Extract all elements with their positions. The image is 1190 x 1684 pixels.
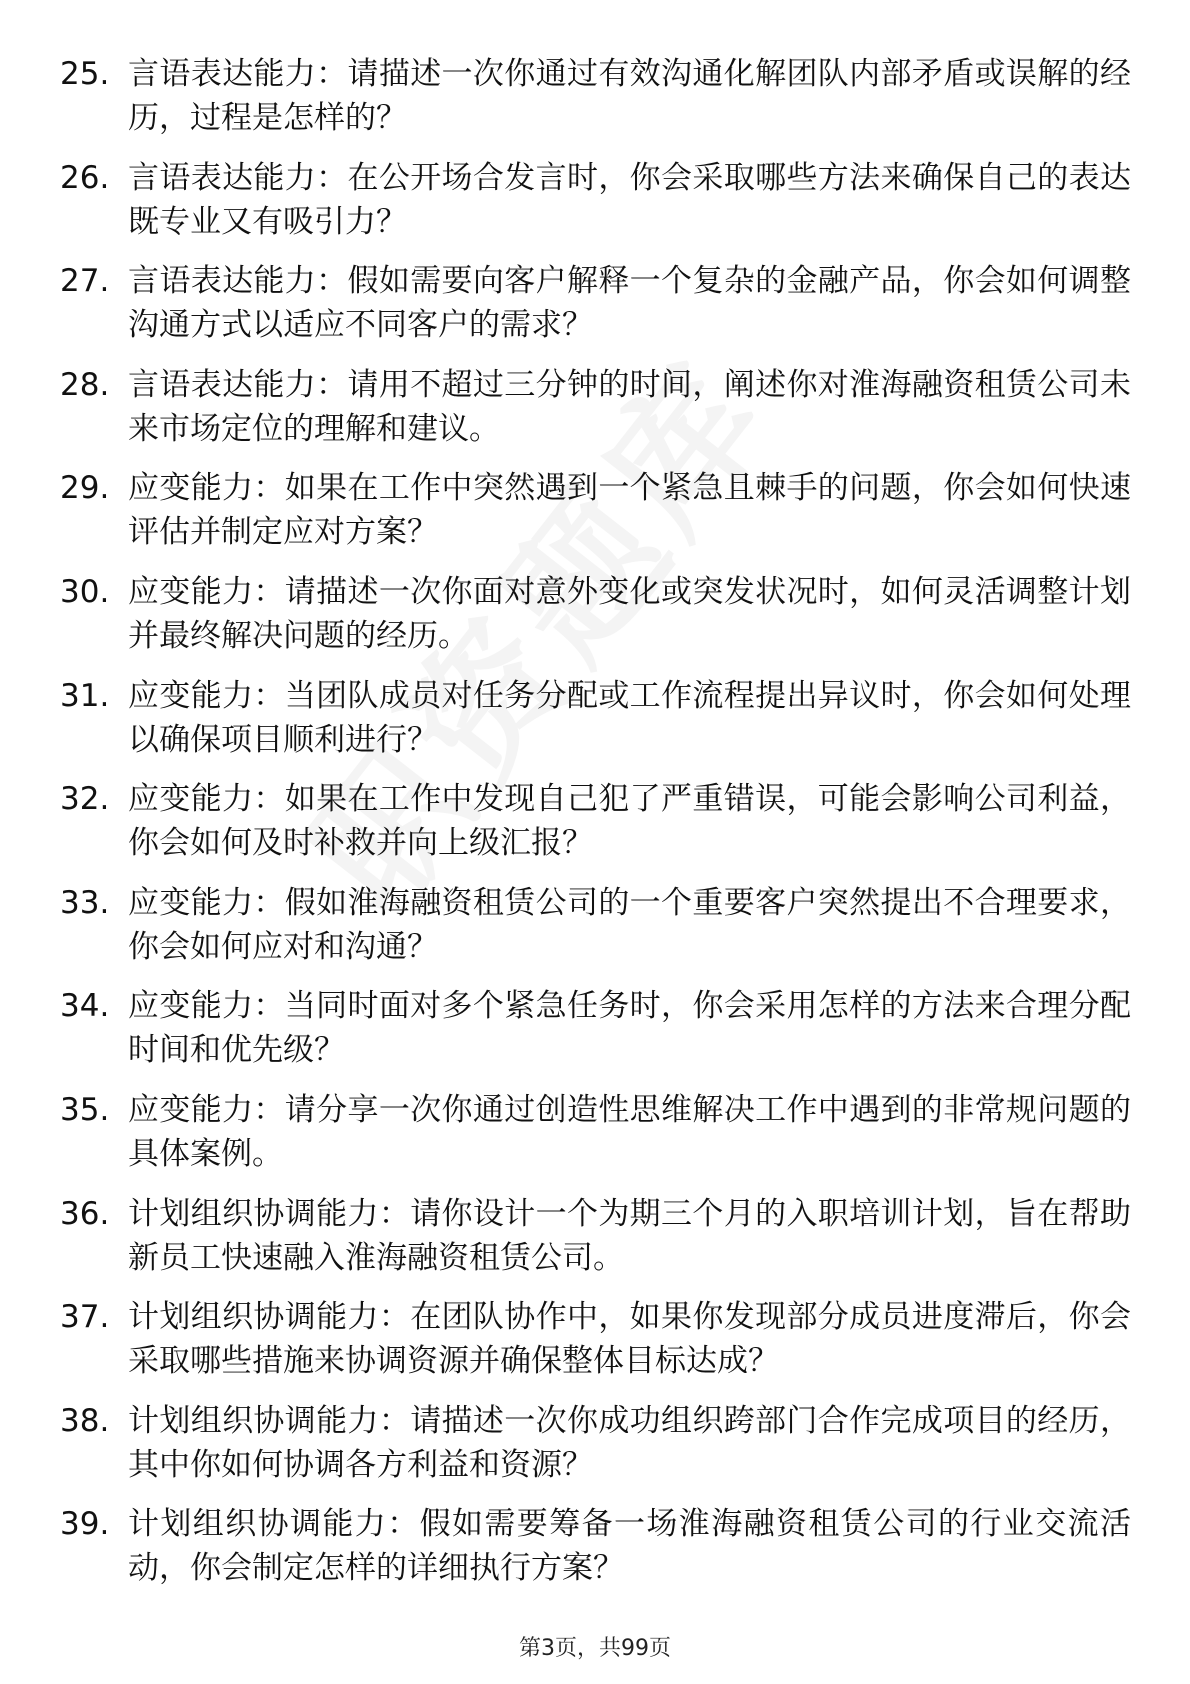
question-number: 39. xyxy=(60,1506,110,1543)
question-number: 31. xyxy=(60,677,110,714)
question-item xyxy=(0,674,1190,778)
question-item xyxy=(0,1295,1190,1399)
question-item xyxy=(0,1399,1190,1503)
question-item xyxy=(0,156,1190,260)
question-number: 36. xyxy=(60,1195,110,1232)
question-number: 28. xyxy=(60,366,110,403)
page-number-label: 第3页，共99页 xyxy=(519,1636,671,1661)
question-number: 35. xyxy=(60,1091,110,1128)
question-text: 言语表达能力：请描述一次你通过有效沟通化解团队内部矛盾或误解的经历，过程是怎样的？ xyxy=(128,56,1131,136)
question-number: 29. xyxy=(60,470,110,507)
question-text: 应变能力：当团队成员对任务分配或工作流程提出异议时，你会如何处理以确保项目顺利进行？ xyxy=(128,677,1131,758)
question-number: 33. xyxy=(60,884,110,921)
question-item xyxy=(0,984,1190,1088)
question-text: 言语表达能力：在公开场合发言时，你会采取哪些方法来确保自己的表达既专业又有吸引力？ xyxy=(128,159,1131,240)
question-text: 应变能力：当同时面对多个紧急任务时，你会采用怎样的方法来合理分配时间和优先级？ xyxy=(128,988,1131,1069)
question-item xyxy=(0,570,1190,674)
question-item xyxy=(0,1502,1190,1606)
question-item xyxy=(0,466,1190,570)
question-item xyxy=(0,1192,1190,1296)
question-text: 计划组织协调能力：请你设计一个为期三个月的入职培训计划，旨在帮助新员工快速融入淮海融资租赁公司。 xyxy=(128,1195,1131,1276)
question-text: 计划组织协调能力：假如需要筹备一场淮海融资租赁公司的行业交流活动，你会制定怎样的详细执行方案？ xyxy=(128,1506,1131,1587)
question-item xyxy=(0,363,1190,467)
question-text: 言语表达能力：假如需要向客户解释一个复杂的金融产品，你会如何调整沟通方式以适应不同客户的需求？ xyxy=(128,263,1131,344)
question-number: 30. xyxy=(60,573,110,610)
question-text: 应变能力：如果在工作中发现自己犯了严重错误，可能会影响公司利益，你会如何及时补救并向上级汇报？ xyxy=(128,781,1131,862)
question-item xyxy=(0,1088,1190,1192)
question-item xyxy=(0,52,1190,156)
question-text: 应变能力：如果在工作中突然遇到一个紧急且棘手的问题，你会如何快速评估并制定应对方案？ xyxy=(128,470,1131,551)
question-number: 26. xyxy=(60,159,110,196)
question-number: 25. xyxy=(60,56,110,92)
question-number: 38. xyxy=(60,1402,110,1439)
question-list xyxy=(0,52,1190,1606)
page-footer xyxy=(0,1634,1190,1664)
question-item xyxy=(0,881,1190,985)
question-text: 应变能力：假如淮海融资租赁公司的一个重要客户突然提出不合理要求，你会如何应对和沟通？ xyxy=(128,884,1131,965)
question-text: 应变能力：请描述一次你面对意外变化或突发状况时，如何灵活调整计划并最终解决问题的经历。 xyxy=(128,573,1131,654)
question-text: 应变能力：请分享一次你通过创造性思维解决工作中遇到的非常规问题的具体案例。 xyxy=(128,1091,1131,1172)
question-text: 计划组织协调能力：请描述一次你成功组织跨部门合作完成项目的经历，其中你如何协调各方利益和资源？ xyxy=(128,1402,1131,1483)
question-text: 言语表达能力：请用不超过三分钟的时间，阐述你对淮海融资租赁公司未来市场定位的理解和建议。 xyxy=(128,366,1131,447)
question-text: 计划组织协调能力：在团队协作中，如果你发现部分成员进度滞后，你会采取哪些措施来协调资源并确保整体目标达成？ xyxy=(128,1299,1131,1380)
question-number: 34. xyxy=(60,988,110,1025)
question-number: 32. xyxy=(60,781,110,818)
question-number: 37. xyxy=(60,1299,110,1336)
question-number: 27. xyxy=(60,263,110,300)
question-item xyxy=(0,777,1190,881)
question-item xyxy=(0,259,1190,363)
